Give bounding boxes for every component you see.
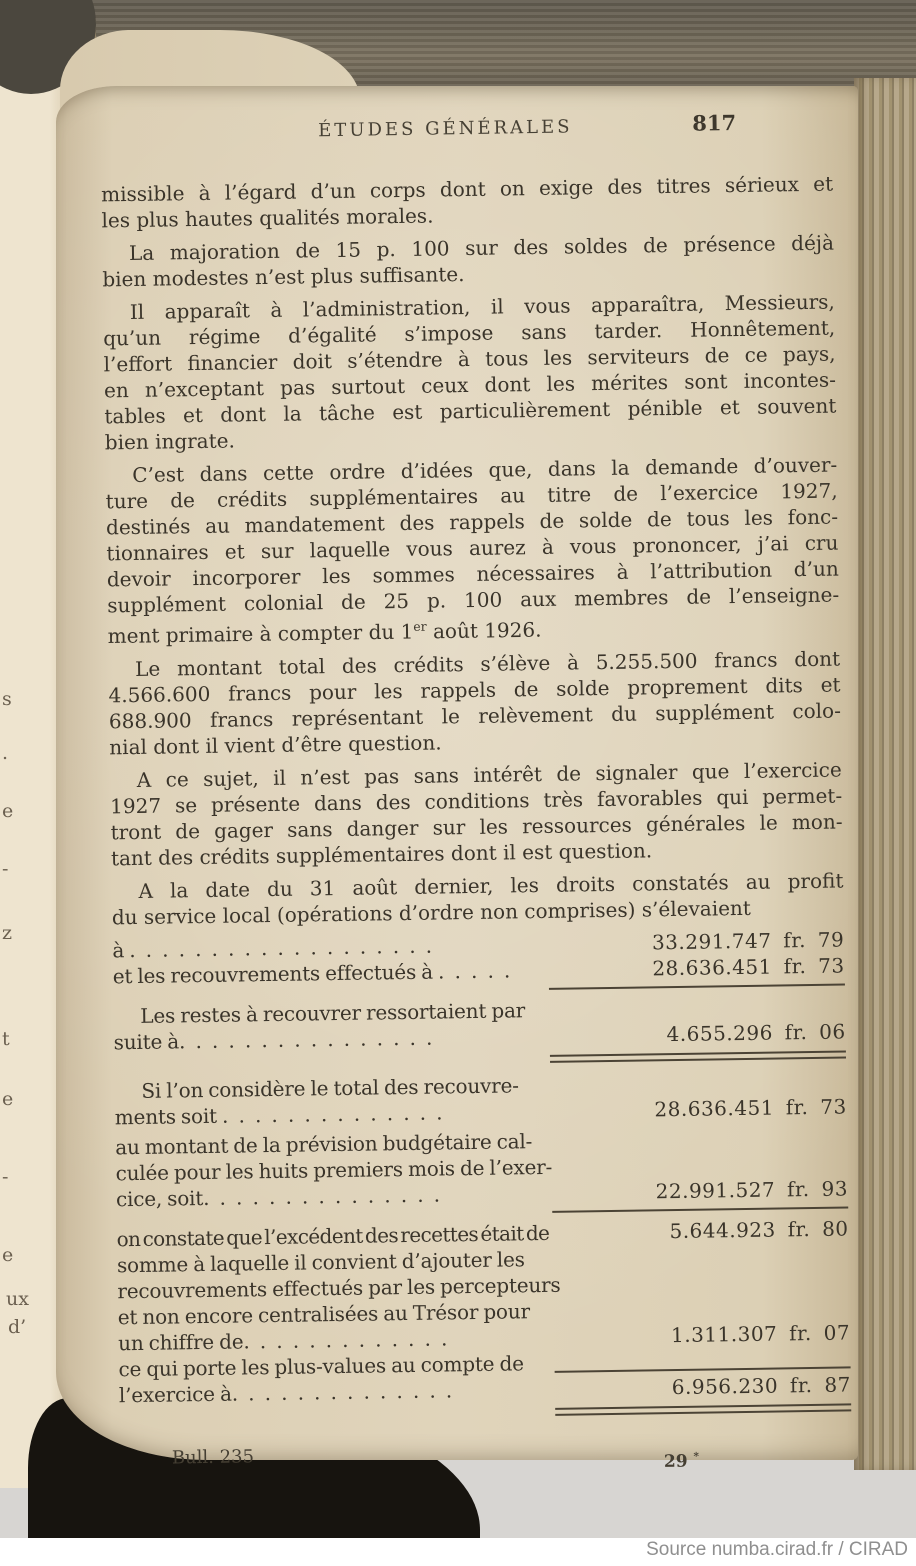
paragraph-line: tables et dont la tâche est particulièrement pénible et souvent <box>104 393 837 429</box>
page-number: 817 <box>692 109 737 136</box>
footer-signature: 29 * <box>663 1450 700 1472</box>
ledger-amount: 5.644.923 fr. 80 <box>669 1216 849 1243</box>
paragraph-line: supplément colonial de 25 p. 100 aux membres de l’enseigne- <box>107 582 840 618</box>
paragraph-line: tront de gager sans danger sur les ressources générales le mon- <box>110 809 843 845</box>
edge-fragment: - <box>2 858 9 880</box>
book-fore-edge <box>854 78 916 1470</box>
ledger-rule-single <box>552 1206 848 1212</box>
paragraph-line: A la date du 31 août dernier, les droits constatés au profit <box>138 868 844 903</box>
edge-fragment: . <box>2 742 9 764</box>
paragraph <box>103 289 837 456</box>
ledger-label-line: culée pour les huits premiers mois de l’exer- <box>115 1154 553 1185</box>
edge-fragment: e <box>2 800 14 822</box>
ledger-amount: 4.655.296 fr. 06 <box>666 1019 846 1046</box>
edge-fragment: s <box>2 688 12 710</box>
ledger-label-line: Les restes à recouvrer ressortaient par <box>140 997 526 1028</box>
paragraph-line: nial dont il vient d’être question. <box>109 730 442 760</box>
ledger-row <box>117 1241 850 1356</box>
footer-bulletin: Bull. 235 <box>171 1445 255 1469</box>
paragraph-line: qu’un régime d’égalité s’impose sans tarder. Honnêtement, <box>103 315 836 351</box>
ledger-row <box>115 1123 848 1212</box>
paragraph-line: du service local (opérations d’ordre non comprises) s’élevaient <box>111 895 752 929</box>
ledger-label-line: on constate que l’excédent des recettes était de <box>116 1220 550 1251</box>
ledger-amount: 28.636.451 fr. 73 <box>654 1094 847 1121</box>
paragraph <box>108 645 841 760</box>
paragraph-line: ment primaire à compter du 1er août 1926. <box>107 617 542 649</box>
ledger-row <box>118 1345 851 1408</box>
paragraph-line: A ce sujet, il n’est pas sans intérêt de signaler que l’exercice <box>136 757 842 792</box>
edge-fragment: - <box>2 1166 9 1188</box>
ledger-rule-double <box>555 1403 851 1415</box>
edge-fragment: ux <box>6 1288 29 1310</box>
paragraph-line: La majoration de 15 p. 100 sur des soldes de présence déjà <box>128 230 835 266</box>
paragraph-line: missible à l’égard d’un corps dont on exige des titres sérieux et <box>100 171 834 207</box>
ledger-amount: 33.291.747 fr. 79 <box>651 927 845 954</box>
ledger-label-line: un chiffre de. . . . . . . . . . . . . <box>117 1326 448 1355</box>
ledger-label-line: Si l’on considère le total des recouvre- <box>141 1072 519 1103</box>
paragraph-line: 688.900 francs représentant le relèvement du supplément colo- <box>108 698 842 734</box>
ledger-label-line: suite à. . . . . . . . . . . . . . . . <box>113 1025 433 1054</box>
ledger-amount: 22.991.527 fr. 93 <box>655 1176 849 1203</box>
paragraph <box>102 230 835 293</box>
paragraph-line: l’effort financier doit s’étendre à tous les serviteurs de ce pays, <box>103 341 836 377</box>
ledger-amount: 28.636.451 fr. 73 <box>652 953 845 980</box>
ledger-label-line: ments soit . . . . . . . . . . . . . . <box>114 1100 443 1129</box>
paragraph <box>111 867 844 930</box>
running-header-title: ÉTUDES GÉNÉRALES <box>318 116 573 142</box>
paragraph-line: les plus hautes qualités morales. <box>101 203 434 233</box>
ledger-label-line: et non encore centralisées au Trésor pour <box>117 1298 531 1329</box>
ledger-label-line: à . . . . . . . . . . . . . . . . . . . <box>112 933 433 962</box>
ledger-amount: 6.956.230 fr. 87 <box>671 1372 852 1399</box>
paragraph <box>110 756 843 871</box>
paragraph-line: ture de crédits supplémentaires au titre de l’exercice 1927, <box>105 478 838 514</box>
paragraph-line: Le montant total des crédits s’élève à 5.255.500 francs dont <box>134 646 841 681</box>
ledger-label-line: ce qui porte les plus-values au compte de <box>118 1350 524 1381</box>
ledger-rule-single <box>549 983 845 989</box>
paragraph-line: tionnaires et sur laquelle vous aurez à vous prononcer, j’ai cru <box>106 530 839 566</box>
paragraph-line: en n’exceptant pas surtout ceux dont les mérites sont incontes- <box>103 367 837 403</box>
paragraph <box>101 171 834 234</box>
paragraph-line: devoir incorporer les sommes nécessaires à l’attribution d’un <box>106 556 839 592</box>
paragraph-line: bien modestes n’est plus suffisante. <box>102 262 465 292</box>
watermark-bar <box>0 1538 916 1566</box>
page-footer <box>120 1435 852 1476</box>
ledger-row <box>113 992 846 1055</box>
paragraph-line: Il apparaît à l’administration, il vous apparaîtra, Messieurs, <box>129 289 835 325</box>
paragraph-line: tant des crédits supplémentaires dont il est question. <box>110 837 653 871</box>
edge-fragment: e <box>2 1244 14 1266</box>
ledger-rule-double <box>550 1050 846 1062</box>
edge-fragment: d’ <box>8 1316 27 1338</box>
ledger-row <box>114 1067 847 1130</box>
paragraph-line: bien ingrate. <box>104 428 236 455</box>
superscript-er: er <box>413 618 427 634</box>
ledger-label-line: somme à laquelle il convient d’ajouter les <box>116 1246 525 1277</box>
page-content <box>100 111 852 1476</box>
ledger-label-line: cice, soit. . . . . . . . . . . . . . . <box>115 1182 441 1211</box>
paragraph-line: C’est dans cette ordre d’idées que, dans la demande d’ouver- <box>132 452 838 487</box>
ledger-amount: 1.311.307 fr. 07 <box>670 1320 851 1347</box>
ledger-label-line: recouvrements effectués par les percepteurs <box>117 1272 561 1303</box>
edge-fragment: e <box>2 1088 14 1110</box>
ledger-label-line: au montant de la prévision budgétaire cal- <box>115 1128 533 1159</box>
paragraph <box>105 452 840 649</box>
watermark-text: Source numba.cirad.fr / CIRAD <box>646 1539 908 1560</box>
edge-fragment: t <box>2 1028 10 1050</box>
paragraph-line: 1927 se présente dans des conditions très favorables qui permet- <box>110 783 843 819</box>
ledger-label-line: et les recouvrements effectués à . . . . . <box>112 958 511 988</box>
edge-fragment: z <box>2 922 13 944</box>
ledger-label-line: l’exercice à. . . . . . . . . . . . . . <box>118 1378 453 1407</box>
paragraph-line: destinés au mandatement des rappels de solde de tous les fonc- <box>105 504 839 540</box>
paragraph-line: 4.566.600 francs pour les rappels de solde proprement dits et <box>108 672 841 708</box>
